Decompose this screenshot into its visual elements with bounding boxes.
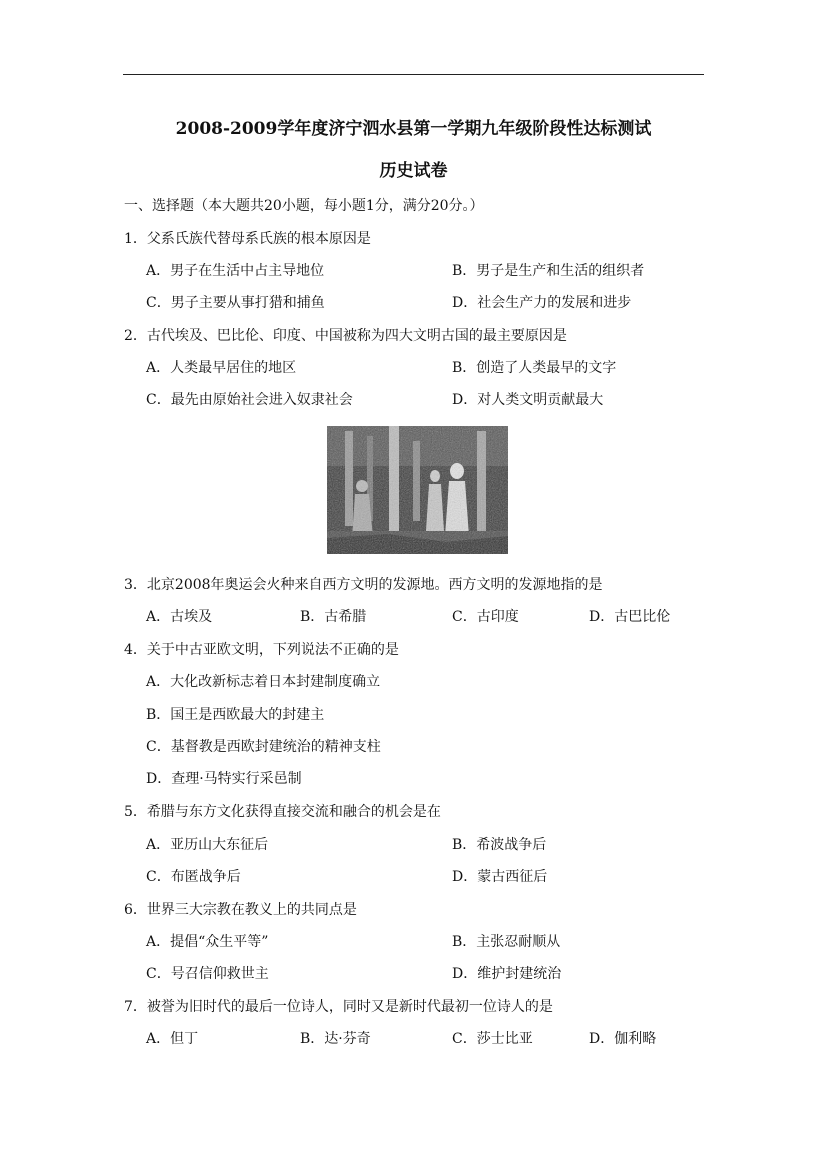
question-3-option-d: D．古巴比伦 [589,609,671,625]
question-4-option-c: C．基督教是西欧封建统治的精神支柱 [146,739,381,755]
question-7-option-b: B．达·芬奇 [300,1031,371,1047]
question-2-option-a: A．人类最早居住的地区 [146,360,297,376]
question-7-option-c: C．莎士比亚 [452,1031,533,1047]
olympic-flame-photo [327,426,508,554]
question-2-stem: 2．古代埃及、巴比伦、印度、中国被称为四大文明古国的最主要原因是 [124,328,567,344]
question-6-option-b: B．主张忍耐顺从 [452,934,561,950]
question-1-option-b: B．男子是生产和生活的组织者 [452,263,645,279]
question-1-option-a: A．男子在生活中占主导地位 [146,263,325,279]
question-3-stem: 3．北京2008年奥运会火种来自西方文明的发源地。西方文明的发源地指的是 [124,577,603,593]
question-1-stem: 1．父系氏族代替母系氏族的根本原因是 [124,231,371,247]
question-4-stem: 4．关于中古亚欧文明，下列说法不正确的是 [124,642,399,658]
question-4-option-d: D．查理·马特实行采邑制 [146,771,302,787]
question-6-option-a: A．提倡“众生平等” [146,934,269,950]
question-5-option-b: B．希波战争后 [452,837,547,853]
question-3-option-a: A．古埃及 [146,609,213,625]
question-1-option-d: D．社会生产力的发展和进步 [452,295,632,311]
exam-subtitle: 历史试卷 [379,161,448,181]
question-4-option-a: A．大化改新标志着日本封建制度确立 [146,674,381,690]
question-6-option-d: D．维护封建统治 [452,966,562,982]
question-5-option-c: C．布匿战争后 [146,869,241,885]
question-3-option-b: B．古希腊 [300,609,367,625]
question-6-stem: 6．世界三大宗教在教义上的共同点是 [124,902,357,918]
question-1-option-c: C．男子主要从事打猎和捕鱼 [146,295,325,311]
question-2-option-d: D．对人类文明贡献最大 [452,392,604,408]
section-heading: 一、选择题（本大题共20小题，每小题1分，满分20分。） [124,198,484,214]
header-rule [123,74,704,75]
question-7-option-d: D．伽利略 [589,1031,657,1047]
question-7-option-a: A．但丁 [146,1031,199,1047]
question-6-option-c: C．号召信仰救世主 [146,966,269,982]
question-2-option-c: C．最先由原始社会进入奴隶社会 [146,392,353,408]
exam-title: 2008-2009学年度济宁泗水县第一学期九年级阶段性达标测试 [175,119,652,139]
question-5-option-d: D．蒙古西征后 [452,869,548,885]
question-4-option-b: B．国王是西欧最大的封建主 [146,707,325,723]
question-2-option-b: B．创造了人类最早的文字 [452,360,617,376]
photo-illustration [327,426,508,554]
question-3-option-c: C．古印度 [452,609,519,625]
question-5-option-a: A．亚历山大东征后 [146,837,269,853]
question-5-stem: 5．希腊与东方文化获得直接交流和融合的机会是在 [124,804,441,820]
question-7-stem: 7．被誉为旧时代的最后一位诗人，同时又是新时代最初一位诗人的是 [124,999,553,1015]
